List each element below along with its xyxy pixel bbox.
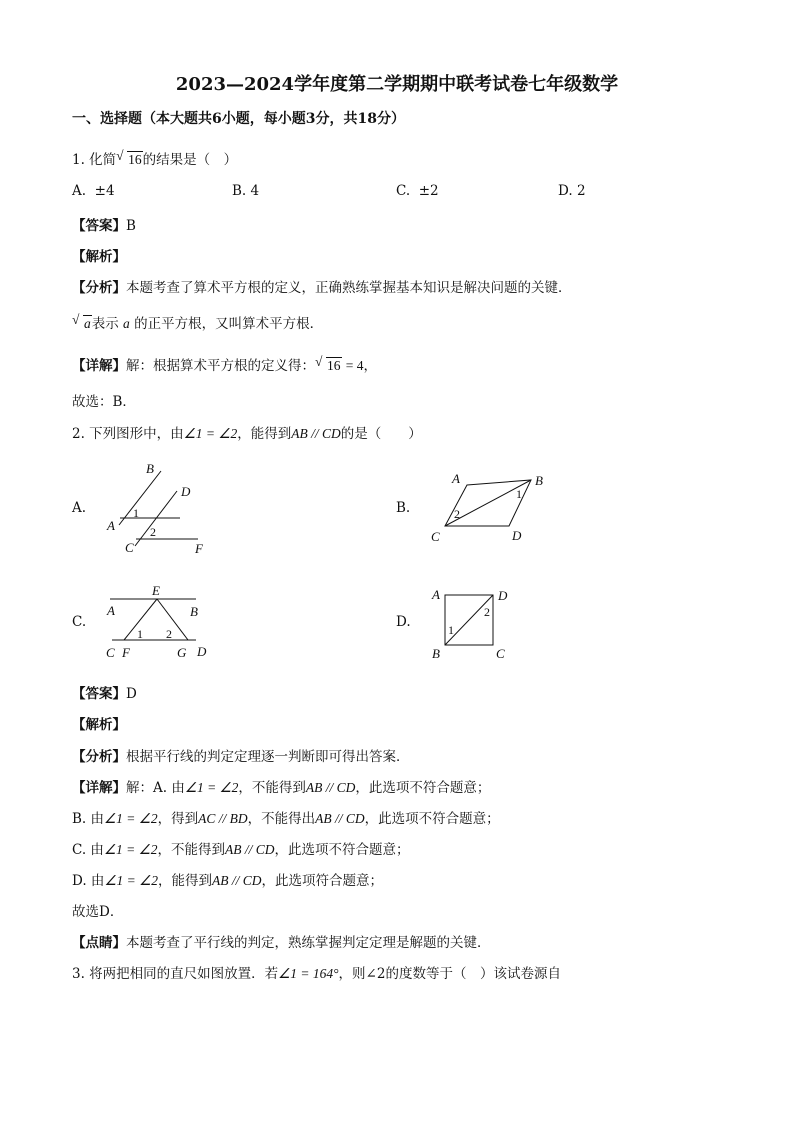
- d1d: AB // CD: [305, 780, 356, 795]
- q1-suffix: 的结果是（ ）: [142, 152, 238, 168]
- q2-fenxi: [72, 745, 410, 765]
- fig-a-label: A.: [72, 500, 87, 516]
- q2-analysis-tag: [72, 713, 126, 733]
- def-text2: 的正平方根，又叫算术平方根．: [134, 316, 324, 332]
- d4b: ∠1 = ∠2: [104, 873, 159, 888]
- q1-option-b-text: 4: [250, 183, 260, 199]
- fig-d-pt-d: D: [498, 588, 508, 603]
- d4c: ，能得到: [158, 873, 213, 889]
- detail-sqrt: √ 16: [315, 354, 341, 373]
- d3a: C. 由: [72, 842, 104, 858]
- d2d: AC // BD: [198, 811, 248, 826]
- q1-options: [72, 183, 712, 203]
- fig-a-pt-b: B: [146, 461, 154, 476]
- fig-b-angle-2: 2: [454, 507, 460, 521]
- fig-a-angle-1: 1: [133, 506, 139, 520]
- fig-b-label: B.: [396, 500, 411, 516]
- d2e: ，不能得出: [247, 811, 316, 827]
- question-2-stem: [72, 422, 422, 442]
- figure-a: [100, 458, 220, 558]
- fig-c-angle-2: 2: [166, 627, 172, 641]
- fig-d-label: D.: [396, 614, 411, 630]
- q1-answer: [72, 214, 136, 234]
- d3b: ∠1 = ∠2: [103, 842, 158, 857]
- fig-c-pt-c: C: [106, 645, 115, 660]
- fenxi-text: 本题考查了算术平方根的定义，正确熟练掌握基本知识是解决问题的关键．: [126, 280, 572, 296]
- page-title: 2023—2024学年度第二学期期中联考试卷七年级数学: [175, 74, 619, 95]
- q1-option-a-text: ±4: [94, 183, 115, 199]
- def-sqrt: √ a: [72, 312, 91, 331]
- figure-d: [425, 583, 525, 663]
- answer-value: D: [126, 686, 137, 702]
- d2b: ∠1 = ∠2: [104, 811, 158, 826]
- fenxi-tag: 【分析】: [72, 280, 126, 296]
- detail-tag: 【详解】: [72, 358, 126, 374]
- fig-a-pt-d: D: [181, 484, 191, 499]
- dianjing-text: 本题考查了平行线的判定，熟练掌握判定定理是解题的关键．: [126, 935, 491, 951]
- d1c: ，不能得到: [238, 780, 306, 796]
- d3c: ，不能得到: [157, 842, 226, 858]
- d2g: ，此选项不符合题意；: [364, 811, 500, 827]
- q3-mid: ，则∠2的度数等于（ ）该试卷源自: [338, 966, 561, 982]
- fig-b-pt-b: B: [535, 473, 543, 488]
- q1-option-b-label: B.: [232, 183, 247, 199]
- q2-detail-b: [72, 807, 500, 827]
- d4a: D. 由: [72, 873, 105, 889]
- q1-choose: 故选：B．: [72, 394, 136, 410]
- d4e: ，此选项符合题意；: [261, 873, 384, 889]
- fig-c-pt-d: D: [197, 644, 207, 659]
- q2-dianjing: [72, 931, 491, 951]
- q2-detail-d: [72, 869, 383, 889]
- question-1-stem: [72, 148, 237, 168]
- def-text1: 表示: [91, 316, 119, 332]
- detail-suffix: = 4，: [345, 358, 378, 373]
- d3e: ，此选项不符合题意；: [274, 842, 410, 858]
- analysis-tag: 【解析】: [72, 249, 126, 265]
- fig-a-pt-a: A: [107, 518, 115, 533]
- q3-prefix: 3. 将两把相同的直尺如图放置．若: [72, 966, 279, 982]
- q1-definition: [72, 312, 323, 332]
- q1-radicand: 16: [128, 152, 142, 167]
- d4d: AB // CD: [212, 873, 262, 888]
- q2-detail-a: [72, 776, 490, 796]
- q3-cond: ∠1 = 164°: [278, 966, 339, 981]
- q1-option-a-label: A.: [72, 183, 87, 199]
- figure-b: [425, 468, 555, 548]
- fig-c-pt-f: F: [122, 645, 130, 660]
- fig-d-pt-c: C: [496, 646, 505, 661]
- d1a: 解：A. 由: [126, 780, 185, 796]
- section-heading: 一、选择题（本大题共6小题，每小题3分，共18分）: [72, 111, 405, 127]
- def-var: a: [123, 316, 130, 331]
- fenxi-text: 根据平行线的判定定理逐一判断即可得出答案．: [126, 749, 410, 765]
- q1-option-c-text: ±2: [418, 183, 439, 199]
- q1-sqrt: √ 16: [116, 148, 142, 167]
- question-3-stem: [72, 962, 561, 982]
- fig-d-pt-b: B: [432, 646, 440, 661]
- answer-value: B: [126, 218, 136, 234]
- detail-prefix: 解：根据算术平方根的定义得：: [126, 358, 315, 374]
- fig-c-label: C.: [72, 614, 87, 630]
- q1-option-d-label: D.: [558, 183, 573, 199]
- answer-tag: 【答案】: [72, 686, 126, 702]
- q2-prefix: 2. 下列图形中，由: [72, 426, 184, 442]
- q2-choose: 故选D．: [72, 904, 124, 920]
- d2a: B. 由: [72, 811, 105, 827]
- fig-b-pt-d: D: [512, 528, 522, 543]
- detail-radicand: 16: [327, 358, 341, 373]
- q2-detail-c: [72, 838, 410, 858]
- dianjing-tag: 【点睛】: [72, 935, 126, 951]
- fig-c-pt-e: E: [152, 583, 160, 598]
- fig-c-pt-g: G: [177, 645, 187, 660]
- fig-b-pt-a: A: [452, 471, 460, 486]
- fig-b-angle-1: 1: [516, 487, 522, 501]
- d1b: ∠1 = ∠2: [184, 780, 239, 795]
- fig-d-angle-1: 1: [448, 623, 454, 637]
- fenxi-tag: 【分析】: [72, 749, 126, 765]
- q1-option-d-text: 2: [576, 183, 586, 199]
- q1-fenxi: [72, 276, 572, 296]
- fig-c-pt-a: A: [107, 603, 115, 618]
- fig-b-pt-c: C: [431, 529, 440, 544]
- fig-c-pt-b: B: [190, 604, 198, 619]
- fig-a-pt-f: F: [195, 541, 203, 556]
- detail-tag: 【详解】: [72, 780, 126, 796]
- fig-a-pt-c: C: [125, 540, 134, 555]
- q1-prefix: 1. 化简: [72, 152, 117, 168]
- fig-c-angle-1: 1: [137, 627, 143, 641]
- fig-d-pt-a: A: [432, 587, 440, 602]
- q2-suffix: 的是（ ）: [340, 426, 422, 442]
- q2-mid: ，能得到: [237, 426, 292, 442]
- q2-rel: AB // CD: [291, 426, 341, 441]
- analysis-tag: 【解析】: [72, 717, 126, 733]
- d3d: AB // CD: [225, 842, 275, 857]
- figure-c: [100, 583, 220, 663]
- fig-d-angle-2: 2: [484, 605, 490, 619]
- d2c: ，得到: [157, 811, 199, 827]
- d2f: AB // CD: [315, 811, 365, 826]
- fig-a-angle-2: 2: [150, 525, 156, 539]
- q1-detail: [72, 354, 377, 374]
- q1-analysis-tag: [72, 245, 126, 265]
- q1-option-c-label: C.: [396, 183, 411, 199]
- q2-answer: [72, 682, 137, 702]
- d1e: ，此选项不符合题意；: [355, 780, 491, 796]
- answer-tag: 【答案】: [72, 218, 126, 234]
- q2-cond: ∠1 = ∠2: [183, 426, 238, 441]
- def-radicand: a: [84, 316, 91, 331]
